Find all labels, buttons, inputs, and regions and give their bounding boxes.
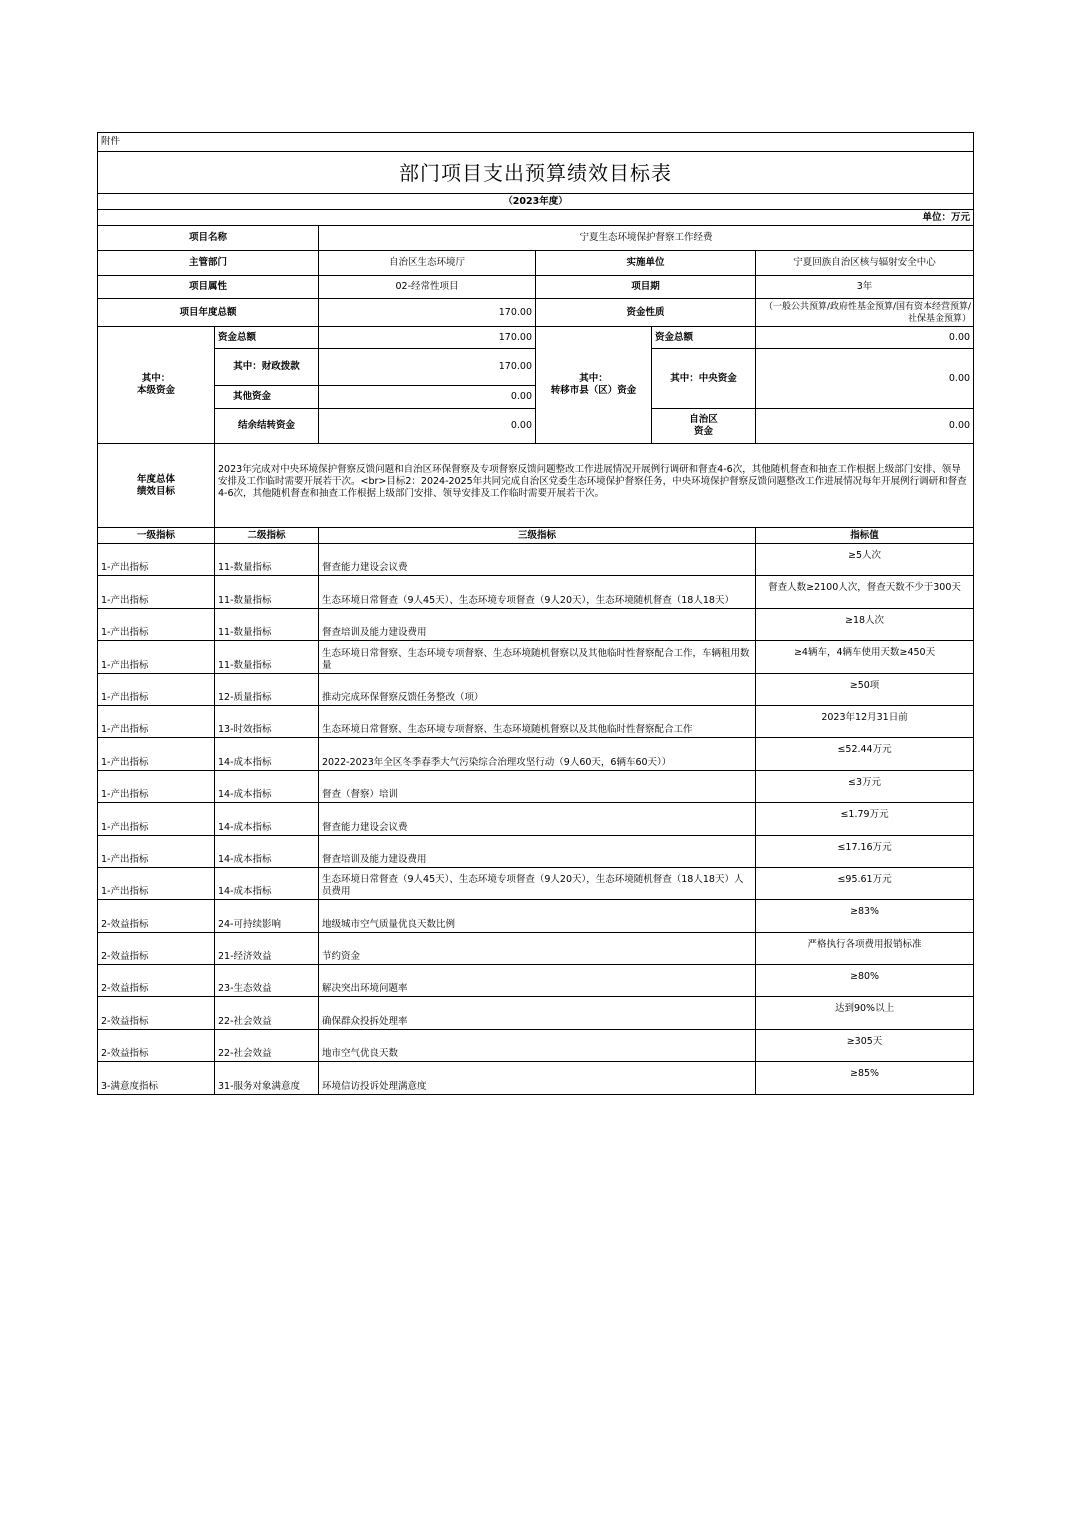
indicator-row xyxy=(98,867,974,899)
indicator-level3: 地级城市空气质量优良天数比例 xyxy=(319,900,756,932)
indicator-value: ≥83% xyxy=(756,900,974,932)
indicator-row xyxy=(98,738,974,770)
indicator-level1: 1-产出指标 xyxy=(98,608,215,640)
indicator-level1: 2-效益指标 xyxy=(98,965,215,997)
indicator-value: ≤1.79万元 xyxy=(756,803,974,835)
indicator-row xyxy=(98,576,974,608)
performance-table xyxy=(97,132,974,1095)
header-value: 指标值 xyxy=(756,528,974,544)
indicator-value: ≤95.61万元 xyxy=(756,867,974,899)
header-level1: 一级指标 xyxy=(98,528,215,544)
indicator-level2: 11-数量指标 xyxy=(215,576,319,608)
indicator-level1: 1-产出指标 xyxy=(98,576,215,608)
indicator-level2: 14-成本指标 xyxy=(215,867,319,899)
indicator-row xyxy=(98,803,974,835)
region-label: 自治区 资金 xyxy=(652,409,756,444)
budget-sheet xyxy=(97,132,973,1095)
carry-label: 结余结转资金 xyxy=(215,409,319,444)
dept-label: 主管部门 xyxy=(98,251,319,276)
indicator-level3: 督查（督察）培训 xyxy=(319,770,756,802)
region-value: 0.00 xyxy=(756,409,974,444)
indicator-level3: 2022-2023年全区冬季春季大气污染综合治理攻坚行动（9人60天，6辆车60天）） xyxy=(319,738,756,770)
indicator-level1: 1-产出指标 xyxy=(98,544,215,576)
local-total-label: 资金总额 xyxy=(215,327,319,349)
indicator-level2: 14-成本指标 xyxy=(215,738,319,770)
indicator-level2: 12-质量指标 xyxy=(215,673,319,705)
indicator-level3: 地市空气优良天数 xyxy=(319,1029,756,1061)
indicator-level3: 生态环境日常督察、生态环境专项督察、生态环境随机督察以及其他临时性督察配合工作，车辆租用数量 xyxy=(319,641,756,673)
indicator-level2: 31-服务对象满意度 xyxy=(215,1062,319,1094)
other-value: 0.00 xyxy=(319,386,536,409)
indicator-level2: 14-成本指标 xyxy=(215,770,319,802)
indicator-level1: 1-产出指标 xyxy=(98,641,215,673)
fiscal-label: 其中：财政拨款 xyxy=(215,349,319,386)
indicator-level3: 生态环境日常督查（9人45天）、生态环境专项督查（9人20天），生态环境随机督查（18人18天）人员费用 xyxy=(319,867,756,899)
goal-text: 2023年完成对中央环境保护督察反馈问题和自治区环保督察及专项督察反馈问题整改工作进展情况开展例行调研和督查4-6次，其他随机督查和抽查工作根据上级部门安排、领导安排及工作临时需要开展若干次。<br>目标2：2024-2025年共同完成自治区党委生态环境保护督察任务，中央环境保护督察反馈问题整改工作进展情况每年开展例行调研和督查4-6次，其他随机督查和抽查工作根据上级部门安排、领导安排及工作临时需要开展若干次。 xyxy=(215,444,974,528)
indicator-level3: 环境信访投诉处理满意度 xyxy=(319,1062,756,1094)
year-label: （2023年度） xyxy=(98,194,974,210)
indicator-level2: 23-生态效益 xyxy=(215,965,319,997)
indicator-level2: 14-成本指标 xyxy=(215,835,319,867)
indicator-level1: 2-效益指标 xyxy=(98,997,215,1029)
other-label: 其他资金 xyxy=(215,386,319,409)
transfer-funds-label: 其中： 转移市县（区）资金 xyxy=(536,327,652,444)
indicator-level1: 1-产出指标 xyxy=(98,705,215,737)
indicator-level2: 22-社会效益 xyxy=(215,997,319,1029)
indicator-level2: 11-数量指标 xyxy=(215,608,319,640)
indicator-value: ≤3万元 xyxy=(756,770,974,802)
indicator-value: ≥5人次 xyxy=(756,544,974,576)
indicator-row xyxy=(98,544,974,576)
indicator-row xyxy=(98,1029,974,1061)
attr-label: 项目属性 xyxy=(98,276,319,299)
indicator-level1: 1-产出指标 xyxy=(98,803,215,835)
header-level2: 二级指标 xyxy=(215,528,319,544)
indicator-level3: 确保群众投拆处理率 xyxy=(319,997,756,1029)
indicator-level3: 督查培训及能力建设费用 xyxy=(319,835,756,867)
indicator-level3: 督查能力建设会议费 xyxy=(319,544,756,576)
indicator-value: ≥305天 xyxy=(756,1029,974,1061)
page-title: 部门项目支出预算绩效目标表 xyxy=(98,152,974,194)
annual-total-label: 项目年度总额 xyxy=(98,299,319,327)
indicator-level3: 生态环境日常督察、生态环境专项督察、生态环境随机督察以及其他临时性督察配合工作 xyxy=(319,705,756,737)
indicator-row xyxy=(98,770,974,802)
period-label: 项目期 xyxy=(536,276,756,299)
period-value: 3年 xyxy=(756,276,974,299)
indicator-level1: 1-产出指标 xyxy=(98,673,215,705)
central-label: 其中：中央资金 xyxy=(652,349,756,409)
indicator-level2: 24-可持续影响 xyxy=(215,900,319,932)
indicator-row xyxy=(98,835,974,867)
annual-total-value: 170.00 xyxy=(319,299,536,327)
indicator-value: ≥85% xyxy=(756,1062,974,1094)
indicator-value: 2023年12月31日前 xyxy=(756,705,974,737)
indicator-level2: 13-时效指标 xyxy=(215,705,319,737)
indicator-level2: 11-数量指标 xyxy=(215,544,319,576)
indicator-row xyxy=(98,965,974,997)
indicator-level1: 3-满意度指标 xyxy=(98,1062,215,1094)
indicator-value: ≤17.16万元 xyxy=(756,835,974,867)
indicator-level1: 1-产出指标 xyxy=(98,770,215,802)
indicator-level1: 2-效益指标 xyxy=(98,1029,215,1061)
transfer-total-label: 资金总额 xyxy=(652,327,756,349)
indicator-value: ≥50项 xyxy=(756,673,974,705)
fiscal-value: 170.00 xyxy=(319,349,536,386)
indicator-level1: 2-效益指标 xyxy=(98,900,215,932)
indicator-level1: 1-产出指标 xyxy=(98,738,215,770)
indicator-row xyxy=(98,641,974,673)
indicator-level2: 22-社会效益 xyxy=(215,1029,319,1061)
indicator-level2: 11-数量指标 xyxy=(215,641,319,673)
indicator-value: ≥18人次 xyxy=(756,608,974,640)
carry-value: 0.00 xyxy=(319,409,536,444)
indicator-row xyxy=(98,673,974,705)
header-level3: 三级指标 xyxy=(319,528,756,544)
indicator-level3: 节约资金 xyxy=(319,932,756,964)
dept-value: 自治区生态环境厅 xyxy=(319,251,536,276)
attr-value: 02-经常性项目 xyxy=(319,276,536,299)
indicator-value: ≤52.44万元 xyxy=(756,738,974,770)
indicator-level2: 14-成本指标 xyxy=(215,803,319,835)
central-value: 0.00 xyxy=(756,349,974,409)
indicator-row xyxy=(98,900,974,932)
indicator-value: 达到90%以上 xyxy=(756,997,974,1029)
indicator-level1: 2-效益指标 xyxy=(98,932,215,964)
impl-value: 宁夏回族自治区核与辐射安全中心 xyxy=(756,251,974,276)
local-funds-label: 其中： 本级资金 xyxy=(98,327,215,444)
indicator-value: 严格执行各项费用报销标准 xyxy=(756,932,974,964)
unit-label: 单位：万元 xyxy=(98,210,974,226)
fund-nature-label: 资金性质 xyxy=(536,299,756,327)
fund-nature-value: （一般公共预算/政府性基金预算/国有资本经营预算/社保基金预算） xyxy=(756,299,974,327)
indicator-value: 督查人数≥2100人次，督查天数不少于300天 xyxy=(756,576,974,608)
indicator-row xyxy=(98,1062,974,1094)
goal-label: 年度总体 绩效目标 xyxy=(98,444,215,528)
indicator-level1: 1-产出指标 xyxy=(98,867,215,899)
attachment-label: 附件 xyxy=(98,133,974,152)
project-name-label: 项目名称 xyxy=(98,226,319,251)
indicator-level3: 督查培训及能力建设费用 xyxy=(319,608,756,640)
indicator-level3: 督查能力建设会议费 xyxy=(319,803,756,835)
indicator-level2: 21-经济效益 xyxy=(215,932,319,964)
impl-label: 实施单位 xyxy=(536,251,756,276)
transfer-total-value: 0.00 xyxy=(756,327,974,349)
indicator-level3: 解决突出环境问题率 xyxy=(319,965,756,997)
local-total-value: 170.00 xyxy=(319,327,536,349)
indicator-row xyxy=(98,705,974,737)
project-name-value: 宁夏生态环境保护督察工作经费 xyxy=(319,226,974,251)
indicator-row xyxy=(98,997,974,1029)
indicator-level3: 生态环境日常督查（9人45天）、生态环境专项督查（9人20天），生态环境随机督查（18人18天） xyxy=(319,576,756,608)
indicator-level3: 推动完成环保督察反馈任务整改（项） xyxy=(319,673,756,705)
indicator-row xyxy=(98,932,974,964)
indicator-level1: 1-产出指标 xyxy=(98,835,215,867)
indicator-row xyxy=(98,608,974,640)
indicator-value: ≥80% xyxy=(756,965,974,997)
indicator-value: ≥4辆车，4辆车使用天数≥450天 xyxy=(756,641,974,673)
